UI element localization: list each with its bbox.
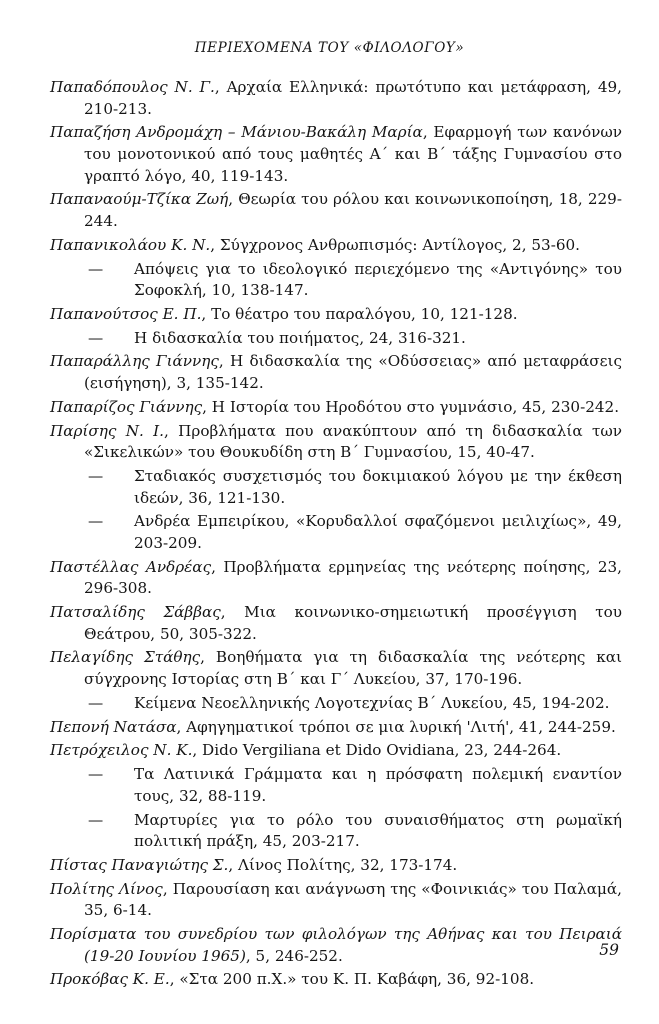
entry-dash: — <box>88 693 104 712</box>
index-entry <box>50 189 622 232</box>
entry-text: , Το θέατρο του παραλόγου, 10, 121-128. <box>201 304 518 323</box>
entry-text: Απόψεις για το ιδεολογικό περιεχόμενο της «Αντιγόνης» του Σοφοκλή, 10, 138-147. <box>134 259 622 300</box>
entry-text: , Η Ιστορία του Ηροδότου στο γυμνάσιο, 45, 230-242. <box>202 397 620 416</box>
entry-author: Παπαράλλης Γιάννης <box>50 352 219 371</box>
entry-dash: — <box>88 466 104 485</box>
index-entry <box>50 421 622 464</box>
entry-author: Πατσαλίδης Σάββας <box>50 603 221 622</box>
entry-text: , Η διδασκαλία της «Οδύσσειας» από μεταφράσεις (εισήγηση), 3, 135-142. <box>84 352 622 393</box>
entry-text: , Dido Vergiliana et Dido Ovidiana, 23, 244-264. <box>192 741 562 760</box>
running-header: ΠΕΡΙΕΧΟΜΕΝΑ ΤΟΥ «ΦΙΛΟΛΟΓΟΥ» <box>194 40 465 56</box>
entry-text: Κείμενα Νεοελληνικής Λογοτεχνίας Β΄ Λυκείου, 45, 194-202. <box>134 693 610 712</box>
entry-author: Πολίτης Λίνος <box>50 879 163 898</box>
index-entry <box>50 122 622 187</box>
entry-text: , Βοηθήματα για τη διδασκαλία της νεότερης και σύγχρονης Ιστορίας στη Β΄ και Γ΄ Λυκείου, 37, 170-196. <box>84 648 622 689</box>
index-entry <box>50 351 622 394</box>
entry-text: , 5, 246-252. <box>245 946 343 965</box>
index-subentry <box>50 810 622 853</box>
entry-text: , Προβλήματα ερμηνείας της νεότερης ποίησης, 23, 296-308. <box>84 557 622 598</box>
entry-author: Παπαρίζος Γιάννης <box>50 397 203 416</box>
index-subentry <box>50 259 622 302</box>
entry-author: Παπαζήση Ανδρομάχη – Μάνιου-Βακάλη Μαρία <box>50 123 423 142</box>
entry-text: , Αφηγηματικοί τρόποι σε μια λυρική 'Λιτή', 41, 244-259. <box>176 717 616 736</box>
index-subentry <box>50 511 622 554</box>
entry-dash: — <box>88 765 104 784</box>
entry-text: , Αρχαία Ελληνικά: πρωτότυπο και μετάφραση, 49, 210-213. <box>84 78 622 118</box>
index-entry <box>50 855 622 877</box>
entry-dash: — <box>88 810 104 829</box>
index-subentry <box>50 466 622 509</box>
entry-author: Παπανούτσος Ε. Π. <box>50 304 202 323</box>
entry-text: Τα Λατινικά Γράμματα και η πρόσφατη πολεμική εναντίον τους, 32, 88-119. <box>134 765 622 805</box>
entry-author: Πεπονή Νατάσα <box>50 717 177 736</box>
index-entry <box>50 969 622 991</box>
entry-text: , «Στα 200 π.Χ.» του Κ. Π. Καβάφη, 36, 92-108. <box>169 970 535 989</box>
index-subentry <box>50 764 622 807</box>
index-entry <box>50 717 622 739</box>
entry-text: Μαρτυρίες για το ρόλο του συναισθήματος στη ρωμαϊκή πολιτική πράξη, 45, 203-217. <box>134 810 622 851</box>
index-entries <box>50 77 622 993</box>
entry-text: , Θεωρία του ρόλου και κοινωνικοποίηση, 18, 229-244. <box>84 190 622 230</box>
entry-dash: — <box>88 328 104 347</box>
entry-author: Παστέλλας Ανδρέας <box>50 557 212 576</box>
entry-author: Παρίσης Ν. Ι. <box>50 421 164 440</box>
page-number: 59 <box>599 941 619 959</box>
entry-text: Ανδρέα Εμπειρίκου, «Κορυδαλλοί σφαζόμενοι μειλιχίως», 49, 203-209. <box>134 512 622 552</box>
index-entry <box>50 602 622 645</box>
entry-text: Η διδασκαλία του ποιήματος, 24, 316-321. <box>134 328 466 347</box>
entry-text: , Εφαρμογή των κανόνων του μονοτονικού από τους μαθητές Α΄ και Β΄ τάξης Γυμνασίου στο γραπτό λόγο, 40, 119-143. <box>84 123 622 185</box>
entry-author: Πίστας Παναγιώτης Σ. <box>50 855 229 874</box>
index-subentry <box>50 693 622 715</box>
index-entry <box>50 235 622 257</box>
index-entry <box>50 879 622 922</box>
entry-author: Παπαναούμ-Τζίκα Ζωή <box>50 190 229 209</box>
entry-author: Πορίσματα του συνεδρίου των φιλολόγων της Αθήνας και του Πειραιά (19-20 Ιουνίου 1965) <box>50 925 622 965</box>
index-subentry <box>50 328 622 350</box>
entry-text: Σταδιακός συσχετισμός του δοκιμιακού λόγου με την έκθεση ιδεών, 36, 121-130. <box>134 466 622 507</box>
entry-dash: — <box>88 512 104 531</box>
entry-author: Παπανικολάου Κ. Ν. <box>50 235 211 254</box>
entry-text: , Παρουσίαση και ανάγνωση της «Φοινικιάς» του Παλαμά, 35, 6-14. <box>84 879 623 920</box>
index-entry <box>50 304 622 326</box>
entry-author: Πετρόχειλος Ν. Κ. <box>50 741 193 760</box>
entry-text: , Προβλήματα που ανακύπτουν από τη διδασκαλία των «Σικελικών» του Θουκυδίδη στη Β΄ Γυμνασίου, 15, 40-47. <box>84 421 622 462</box>
index-entry <box>50 397 622 419</box>
index-entry <box>50 557 622 600</box>
entry-author: Προκόβας Κ. Ε. <box>50 970 170 989</box>
index-entry <box>50 740 622 762</box>
entry-text: , Σύγχρονος Ανθρωπισμός: Αντίλογος, 2, 53-60. <box>210 235 580 254</box>
entry-text: , Λίνος Πολίτης, 32, 173-174. <box>228 855 458 874</box>
index-entry <box>50 924 622 967</box>
index-entry <box>50 77 622 120</box>
entry-dash: — <box>88 259 104 278</box>
entry-text: , Μια κοινωνικο-σημειωτική προσέγγιση του Θεάτρου, 50, 305-322. <box>84 603 623 643</box>
index-entry <box>50 647 622 690</box>
entry-author: Πελαγίδης Στάθης <box>50 648 201 667</box>
entry-author: Παπαδόπουλος Ν. Γ. <box>50 78 215 96</box>
